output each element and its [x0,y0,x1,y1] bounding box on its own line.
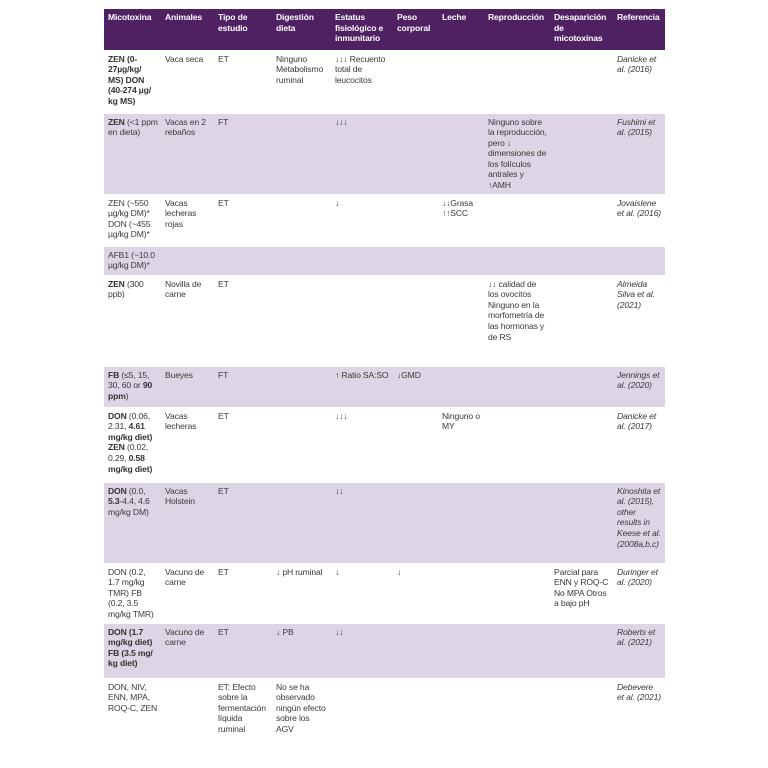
header-desaparicion: Desaparición de micotoxinas [550,9,613,50]
cell-reproduccion [484,623,550,678]
cell-animales [161,113,214,194]
cell-estatus [331,623,393,678]
cell-leche [438,623,484,678]
cell-digestion-dieta [272,366,331,407]
cell-micotoxina [104,246,161,275]
cell-tipo-estudio [214,194,272,246]
cell-referencia [613,246,665,275]
cell-tipo-estudio [214,678,272,746]
header-animales: Animales [161,9,214,50]
cell-text: 5.3 [108,496,120,507]
cell-referencia [613,482,665,563]
header-digestion-dieta: Digestión dieta [272,9,331,50]
cell-text: 4.61 mg/kg diet) [108,421,153,442]
cell-tipo-estudio [214,563,272,623]
cell-estatus [331,407,393,482]
cell-referencia [613,113,665,194]
cell-desaparicion [550,407,613,482]
cell-text: Fushimi et al. (2015) [617,116,656,138]
cell-leche [438,366,484,407]
cell-text: ↓↓↓ [335,410,348,421]
cell-text: Vacuno de carne [165,566,205,588]
cell-text: ) [125,390,129,401]
cell-estatus [331,482,393,563]
cell-text: (40-274 µg/ kg MS) [108,85,151,106]
cell-text: FB [108,369,120,380]
cell-estatus [331,50,393,113]
table-row [104,407,665,482]
cell-animales [161,623,214,678]
cell-leche [438,482,484,563]
cell-text: Novilla de carne [165,278,202,300]
cell-text: Jennings et al. (2020) [617,369,660,391]
cell-referencia [613,563,665,623]
cell-peso-corporal [393,246,438,275]
cell-referencia [613,50,665,113]
cell-digestion-dieta [272,563,331,623]
cell-text: ZEN [108,116,125,127]
cell-tipo-estudio [214,275,272,366]
cell-micotoxina [104,366,161,407]
cell-reproduccion [484,366,550,407]
cell-desaparicion [550,623,613,678]
cell-text: Bueyes [165,369,193,380]
header-peso-corporal: Peso corporal [393,9,438,50]
cell-estatus [331,678,393,746]
cell-micotoxina [104,113,161,194]
cell-referencia [613,623,665,678]
cell-text: Debevere et al. (2021) [617,681,661,703]
cell-leche [438,678,484,746]
cell-text: Vacas lecheras [165,410,197,432]
table-row [104,482,665,563]
cell-reproduccion [484,50,550,113]
cell-text: ↓↓↓ [335,116,348,127]
cell-text: (≤5, 15, 30, 60 or [108,369,150,391]
cell-text: ET [218,53,229,64]
cell-estatus [331,246,393,275]
table-row [104,50,665,113]
cell-peso-corporal [393,563,438,623]
cell-micotoxina [104,194,161,246]
cell-text: ↓↓ [335,485,344,496]
cell-text: ↓↓Grasa ↑↑SCC [442,197,473,219]
cell-digestion-dieta [272,50,331,113]
cell-animales [161,366,214,407]
cell-peso-corporal [393,407,438,482]
cell-tipo-estudio [214,482,272,563]
cell-micotoxina [104,482,161,563]
cell-peso-corporal [393,366,438,407]
cell-digestion-dieta [272,623,331,678]
cell-text: (300 ppb) [108,278,144,300]
cell-peso-corporal [393,678,438,746]
cell-referencia [613,407,665,482]
cell-text: DON (0.2, 1.7 mg/kg TMR) FB (0.2, 3.5 mg/kg TMR) [108,566,154,620]
cell-animales [161,482,214,563]
cell-leche [438,113,484,194]
cell-text: Ninguno Metabolismo ruminal [276,53,324,85]
cell-estatus [331,563,393,623]
cell-text: Jovaislene et al. (2016) [617,197,661,219]
cell-desaparicion [550,246,613,275]
cell-digestion-dieta [272,407,331,482]
cell-text: ↓ pH ruminal [276,566,323,577]
cell-peso-corporal [393,194,438,246]
cell-animales [161,50,214,113]
cell-text: ZEN (~550 µg/kg DM)* DON (~455 µg/kg DM)* [108,197,151,240]
cell-text: ET [218,197,229,208]
cell-text: Kinoshita et al. (2015), other results in Keese et al. (2008a,b,c) [617,485,661,549]
header-referencia: Referencia [613,9,665,50]
header-micotoxina: Micotoxina [104,9,161,50]
cell-digestion-dieta [272,246,331,275]
cell-text: DON [108,485,127,496]
cell-digestion-dieta [272,678,331,746]
header-reproduccion: Reproducción [484,9,550,50]
cell-referencia [613,275,665,366]
cell-text: (0.06, 2.31, [108,410,150,432]
cell-text: Almeida Silva et al. (2021) [617,278,655,310]
cell-text: ET [218,410,229,421]
table-row [104,246,665,275]
cell-text: 0.58 mg/kg diet) [108,453,153,474]
cell-text: ↓GMD [397,369,421,380]
cell-text: Roberts et al. (2021) [617,626,656,648]
cell-text: AFB1 (~10.0 µg/kg DM)* [108,249,155,271]
cell-peso-corporal [393,275,438,366]
cell-referencia [613,366,665,407]
cell-micotoxina [104,623,161,678]
cell-peso-corporal [393,50,438,113]
cell-desaparicion [550,563,613,623]
cell-text: (<1 ppm en dieta) [108,116,158,138]
header-row [104,9,665,50]
cell-estatus [331,366,393,407]
cell-text: Ninguno sobre la reproducción, pero ↓ dimensiones de los folículos antrales y ↑AMH [488,116,547,191]
cell-desaparicion [550,113,613,194]
table-row [104,678,665,746]
cell-animales [161,678,214,746]
cell-animales [161,246,214,275]
cell-text: Ninguno o MY [442,410,480,432]
cell-text: DON (1.7 mg/kg diet) FB (3.5 mg/ kg diet) [108,626,153,669]
cell-reproduccion [484,482,550,563]
cell-leche [438,275,484,366]
cell-animales [161,563,214,623]
cell-text: No se ha observado ningún efecto sobre los AGV [276,681,326,734]
cell-leche [438,563,484,623]
cell-animales [161,407,214,482]
cell-reproduccion [484,678,550,746]
cell-reproduccion [484,275,550,366]
cell-tipo-estudio [214,113,272,194]
cell-digestion-dieta [272,482,331,563]
table-body [104,50,665,746]
cell-animales [161,275,214,366]
cell-tipo-estudio [214,246,272,275]
cell-text: 90 ppm [108,380,153,401]
cell-text: DON, NIV, ENN, MPA, ROQ-C, ZEN [108,681,158,713]
cell-peso-corporal [393,623,438,678]
cell-text: Danicke et al. (2017) [617,410,657,432]
cell-text: ZEN [108,278,125,289]
cell-text: ET [218,566,229,577]
cell-peso-corporal [393,113,438,194]
cell-animales [161,194,214,246]
cell-leche [438,194,484,246]
cell-desaparicion [550,366,613,407]
cell-text: Vacas en 2 rebaños [165,116,206,138]
cell-text: (0.0, [126,485,146,496]
cell-leche [438,407,484,482]
cell-estatus [331,275,393,366]
cell-text: ZEN [108,442,125,453]
cell-desaparicion [550,275,613,366]
cell-tipo-estudio [214,407,272,482]
cell-text: ↓ PB [276,626,294,637]
cell-desaparicion [550,482,613,563]
cell-text: ET [218,485,229,496]
cell-micotoxina [104,563,161,623]
table-row [104,623,665,678]
cell-estatus [331,113,393,194]
cell-text: ↓↓↓ Recuento total de leucocitos [335,53,386,85]
cell-desaparicion [550,50,613,113]
cell-text: ET [218,278,229,289]
cell-digestion-dieta [272,194,331,246]
cell-text: Vacas Holstein [165,485,195,507]
cell-text: ET [218,626,229,637]
cell-tipo-estudio [214,50,272,113]
cell-text: Vaca seca [165,53,204,64]
table-row [104,563,665,623]
cell-leche [438,246,484,275]
cell-text: FT [218,369,229,380]
table-row [104,194,665,246]
cell-reproduccion [484,194,550,246]
cell-referencia [613,194,665,246]
cell-text: (0-27µg/kg/ MS) DON [108,53,145,85]
cell-desaparicion [550,678,613,746]
cell-reproduccion [484,563,550,623]
cell-text: DON [108,410,127,421]
cell-text: ↓↓ [335,626,344,637]
cell-text: Danicke et al. (2016) [617,53,657,75]
header-tipo-estudio: Tipo de estudio [214,9,272,50]
cell-reproduccion [484,113,550,194]
cell-micotoxina [104,275,161,366]
cell-text: Duringer et al. (2020) [617,566,658,588]
cell-micotoxina [104,407,161,482]
cell-text: ↓↓ calidad de los ovocitos Ninguno en la morfometría de las hormonas y de RS [488,278,545,342]
cell-peso-corporal [393,482,438,563]
cell-reproduccion [484,246,550,275]
cell-micotoxina [104,678,161,746]
cell-text: -4.4, 4.6 mg/kg DM) [108,496,150,517]
cell-referencia [613,678,665,746]
table-row [104,366,665,407]
cell-text: ↑ Ratio SA:SO [335,369,389,380]
table-row [104,113,665,194]
cell-desaparicion [550,194,613,246]
cell-text: ↓ [335,566,340,577]
cell-tipo-estudio [214,623,272,678]
cell-digestion-dieta [272,113,331,194]
cell-leche [438,50,484,113]
cell-text: Parcial para ENN y ROQ-C No MPA Otros a bajo pH [554,566,609,609]
cell-text: Vacas lecheras rojas [165,197,197,229]
cell-reproduccion [484,407,550,482]
cell-text: ↓ [335,197,340,208]
cell-digestion-dieta [272,275,331,366]
cell-micotoxina [104,50,161,113]
cell-text: Vacuno de carne [165,626,205,648]
cell-text: FT [218,116,229,127]
header-estatus: Estatus fisiológico e inmunitario [331,9,393,50]
cell-text: ET: Efecto sobre la fermentación líquida ruminal [218,681,266,734]
cell-text: ZEN [108,53,125,64]
mycotoxin-table [104,9,665,747]
cell-text: ↓ [397,566,402,577]
cell-tipo-estudio [214,366,272,407]
cell-estatus [331,194,393,246]
cell-text: (0.02, 0.29, [108,442,149,464]
header-leche: Leche [438,9,484,50]
table-row [104,275,665,366]
